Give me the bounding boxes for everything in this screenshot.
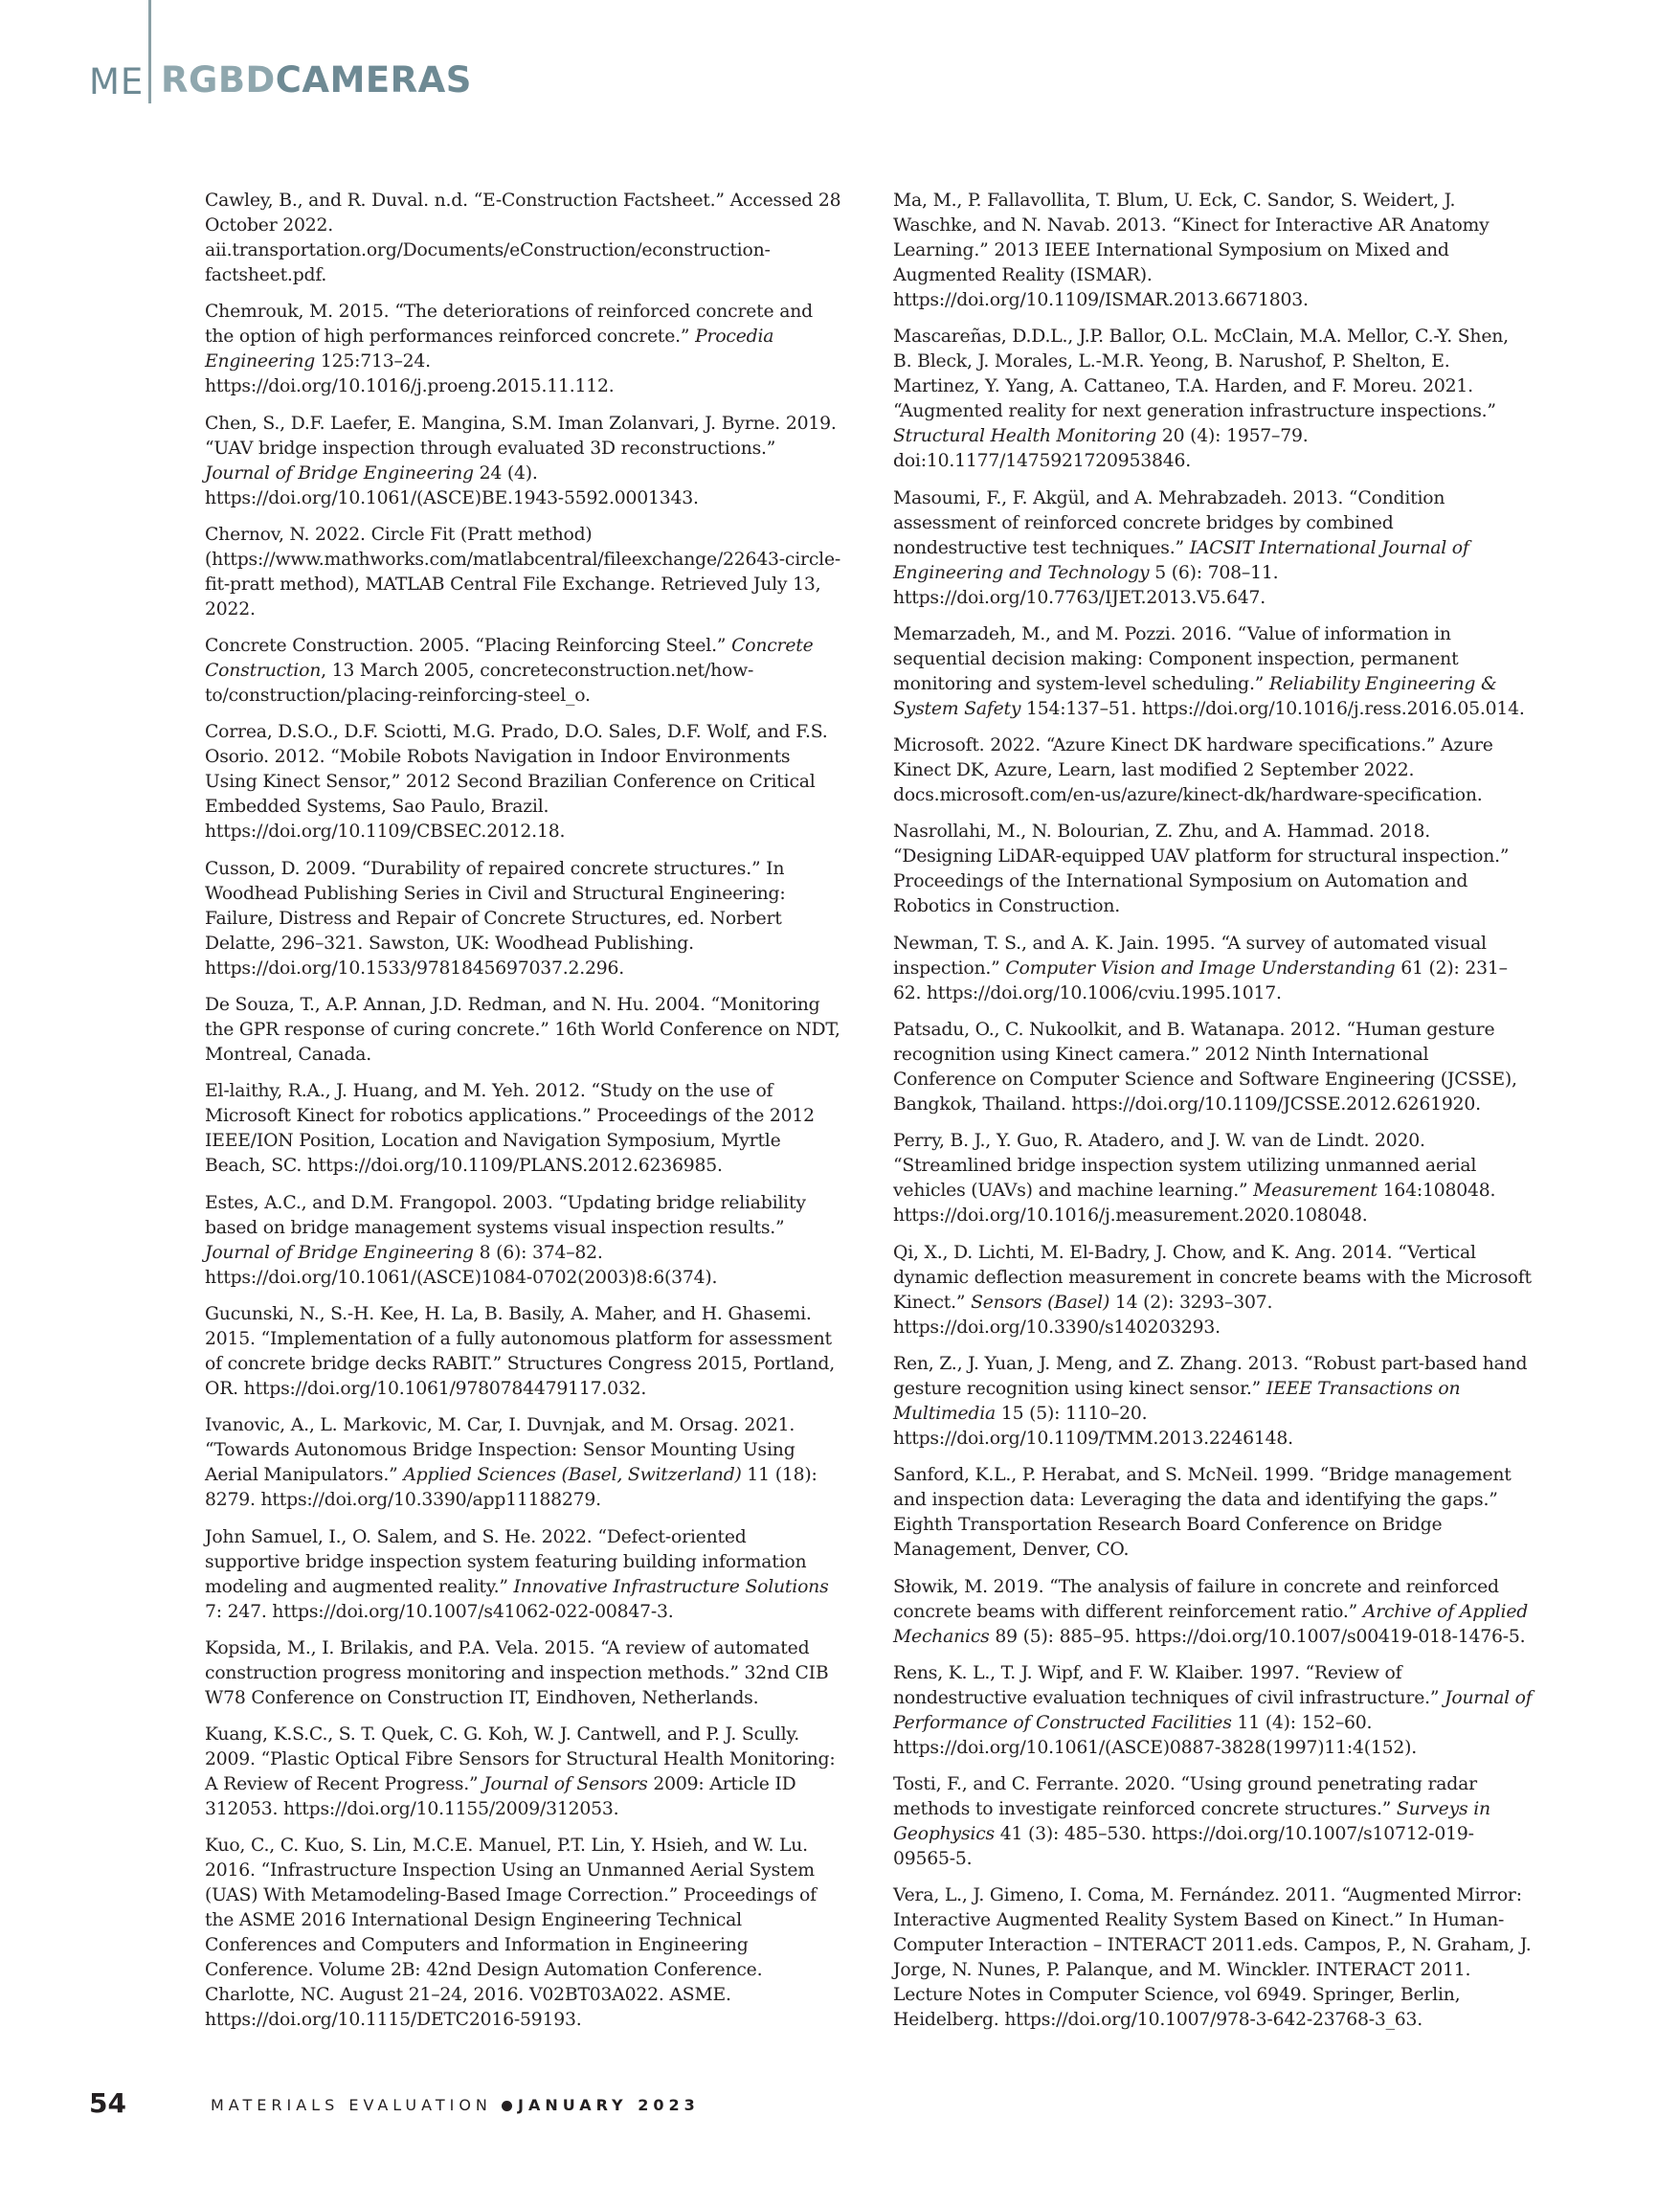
reference-entry (205, 857, 844, 981)
reference-text: Concrete Construction. 2005. “Placing Reinforcing Steel.” (205, 636, 732, 657)
reference-text: 7: 247. https://doi.org/10.1007/s41062-022-00847-3. (205, 1601, 674, 1622)
reference-journal-title: Measurement (1253, 1181, 1378, 1202)
reference-text: Memarzadeh, M., and M. Pozzi. 2016. “Value of information in sequential decision making: Component inspection, permanent monitoring and system-level scheduling.” (893, 623, 1459, 694)
reference-text: 11 (18): 8279. https://doi.org/10.3390/app11188279. (205, 1465, 818, 1511)
reference-journal-title: Sensors (Basel) (971, 1292, 1110, 1313)
reference-text: Patsadu, O., C. Nukoolkit, and B. Watanapa. 2012. “Human gesture recognition using Kinect camera.” 2012 Ninth International Conference on Computer Science and Software Engineering (JCSSE), Bangkok, Thailand. https://doi.org/10.1109/JCSSE.2012.6261920. (893, 1020, 1517, 1115)
section-title-light: RGBD (161, 59, 276, 101)
reference-entry (893, 1575, 1533, 1650)
reference-entry (893, 1241, 1533, 1340)
reference-text: Ren, Z., J. Yuan, J. Meng, and Z. Zhang. 2013. “Robust part-based hand gesture recognition using kinect sensor.” (893, 1353, 1528, 1399)
reference-journal-title: IACSIT International Journal of Engineering and Technology (893, 537, 1469, 583)
reference-entry (205, 720, 844, 845)
reference-text: De Souza, T., A.P. Annan, J.D. Redman, and N. Hu. 2004. “Monitoring the GPR response of curing concrete.” 16th World Conference on NDT, Montreal, Canada. (205, 995, 840, 1066)
reference-entry (205, 523, 844, 622)
reference-entry (893, 820, 1533, 919)
reference-text: Chernov, N. 2022. Circle Fit (Pratt method) (https://www.mathworks.com/matlabcentral/fileexchange/22643-circle-fit-pratt method), MATLAB Central File Exchange. Retrieved July 13, 2022. (205, 524, 840, 619)
reference-entry (893, 1463, 1533, 1563)
reference-text: 61 (2): 231–62. https://doi.org/10.1006/cviu.1995.1017. (893, 957, 1508, 1003)
page-footer (0, 2087, 1680, 2135)
reference-journal-title: Concrete Construction (205, 636, 814, 682)
reference-text: 15 (5): 1110–20. https://doi.org/10.1109/TMM.2013.2246148. (893, 1403, 1293, 1449)
reference-entry (205, 1413, 844, 1513)
section-label: ME (89, 61, 145, 102)
running-footer (211, 2096, 700, 2114)
reference-entry (205, 1079, 844, 1179)
reference-text: 14 (2): 3293–307. https://doi.org/10.3390/s140203293. (893, 1292, 1273, 1338)
reference-text: Chemrouk, M. 2015. “The deteriorations of reinforced concrete and the option of high performances reinforced concrete.” (205, 302, 813, 348)
reference-entry (205, 189, 844, 288)
reference-text: 24 (4). https://doi.org/10.1061/(ASCE)BE.1943-5592.0001343. (205, 462, 699, 508)
reference-entry (205, 1636, 844, 1711)
reference-text: 20 (4): 1957–79. doi:10.1177/1475921720953846. (893, 426, 1309, 472)
reference-entry (893, 1661, 1533, 1761)
issue-date: JANUARY 2023 (517, 2096, 700, 2114)
reference-text: 5 (6): 708–11. https://doi.org/10.7763/IJET.2013.V5.647. (893, 562, 1279, 608)
reference-text: Nasrollahi, M., N. Bolourian, Z. Zhu, and A. Hammad. 2018. “Designing LiDAR-equipped UAV platform for structural inspection.” Proceedings of the International Symposium on Automation and Robotics in Construction. (893, 822, 1510, 917)
reference-text: Ivanovic, A., L. Markovic, M. Car, I. Duvnjak, and M. Orsag. 2021. “Towards Autonomous Bridge Inspection: Sensor Mounting Using Aerial Manipulators.” (205, 1415, 795, 1486)
reference-entry (205, 993, 844, 1068)
reference-text: Microsoft. 2022. “Azure Kinect DK hardware specifications.” Azure Kinect DK, Azure, Learn, last modified 2 September 2022. docs.microsoft.com/en-us/azure/kinect-dk/hardware-specification. (893, 735, 1493, 806)
reference-journal-title: Procedia Engineering (205, 327, 774, 372)
reference-journal-title: Journal of Bridge Engineering (205, 1242, 474, 1263)
reference-entry (893, 1772, 1533, 1872)
journal-name: MATERIALS EVALUATION (211, 2096, 492, 2114)
reference-journal-title: Archive of Applied Mechanics (893, 1601, 1529, 1647)
references-column-left (205, 189, 844, 2045)
reference-entry (205, 300, 844, 399)
reference-text: Tosti, F., and C. Ferrante. 2020. “Using ground penetrating radar methods to investigate reinforced concrete structures.” (893, 1774, 1477, 1820)
reference-journal-title: IEEE Transactions on Multimedia (893, 1378, 1461, 1424)
reference-entry (893, 1883, 1533, 2033)
reference-text: Kuo, C., C. Kuo, S. Lin, M.C.E. Manuel, P.T. Lin, Y. Hsieh, and W. Lu. 2016. “Infrastructure Inspection Using an Unmanned Aerial System (UAS) With Metamodeling-Based Image Correction.” Proceedings of the ASME 2016 International Design Engineering Technical Conferences and Computers and Information in Engineering Conference. Volume 2B: 42nd Design Automation Conference. Charlotte, NC. August 21–24, 2016. V02BT03A022. ASME. https://doi.org/10.1115/DETC2016-59193. (205, 1836, 817, 2031)
reference-entry (205, 1302, 844, 1402)
reference-entry (205, 1723, 844, 1822)
reference-text: 2009: Article ID 312053. https://doi.org/10.1155/2009/312053. (205, 1774, 796, 1820)
reference-entry (893, 325, 1533, 474)
reference-journal-title: Surveys in Geophysics (893, 1799, 1490, 1845)
reference-text: Ma, M., P. Fallavollita, T. Blum, U. Eck, C. Sandor, S. Weidert, J. Waschke, and N. Navab. 2013. “Kinect for Interactive AR Anatomy Learning.” 2013 IEEE International Symposium on Mixed and Augmented Reality (ISMAR). https://doi.org/10.1109/ISMAR.2013.6671803. (893, 191, 1490, 310)
reference-text: Cawley, B., and R. Duval. n.d. “E-Construction Factsheet.” Accessed 28 October 2022. aii.transportation.org/Documents/eConstruction/econstruction-factsheet.pdf. (205, 191, 841, 285)
section-title (161, 59, 472, 101)
reference-text: Gucunski, N., S.-H. Kee, H. La, B. Basily, A. Maher, and H. Ghasemi. 2015. “Implementation of a fully autonomous platform for assessment of concrete bridge decks RABIT.” Structures Congress 2015, Portland, OR. https://doi.org/10.1061/9780784479117.032. (205, 1303, 836, 1399)
reference-entry (893, 486, 1533, 611)
reference-entry (893, 932, 1533, 1006)
reference-text: El-laithy, R.A., J. Huang, and M. Yeh. 2012. “Study on the use of Microsoft Kinect for robotics applications.” Proceedings of the 2012 IEEE/ION Position, Location and Navigation Symposium, Myrtle Beach, SC. https://doi.org/10.1109/PLANS.2012.6236985. (205, 1081, 815, 1177)
reference-text: Kuang, K.S.C., S. T. Quek, C. G. Koh, W. J. Cantwell, and P. J. Scully. 2009. “Plastic Optical Fibre Sensors for Structural Health Monitoring: A Review of Recent Progress.” (205, 1724, 836, 1795)
reference-entry (893, 1018, 1533, 1117)
reference-text: Perry, B. J., Y. Guo, R. Atadero, and J. W. van de Lindt. 2020. “Streamlined bridge inspection system utilizing unmanned aerial vehicles (UAVs) and machine learning.” (893, 1131, 1477, 1202)
reference-entry (893, 733, 1533, 808)
reference-text: 89 (5): 885–95. https://doi.org/10.1007/s00419-018-1476-5. (989, 1626, 1526, 1647)
reference-entry (205, 1191, 844, 1291)
reference-text: 41 (3): 485–530. https://doi.org/10.1007/s10712-019-09565-5. (893, 1824, 1474, 1870)
reference-text: Vera, L., J. Gimeno, I. Coma, M. Fernández. 2011. “Augmented Mirror: Interactive Augmented Reality System Based on Kinect.” In Human-Computer Interaction – INTERACT 2011.eds. Campos, P., N. Graham, J. Jorge, N. Nunes, P. Palanque, and M. Winckler. INTERACT 2011. Lecture Notes in Computer Science, vol 6949. Springer, Berlin, Heidelberg. https://doi.org/10.1007/978-3-642-23768-3_63. (893, 1885, 1532, 2031)
reference-entry (205, 1525, 844, 1625)
reference-text: Masoumi, F., F. Akgül, and A. Mehrabzadeh. 2013. “Condition assessment of reinforced concrete bridges by combined nondestructive test techniques.” (893, 487, 1445, 558)
section-title-bold: CAMERAS (275, 59, 472, 101)
reference-entry (205, 412, 844, 511)
references-column-right (893, 189, 1533, 2045)
reference-text: Qi, X., D. Lichti, M. El-Badry, J. Chow, and K. Ang. 2014. “Vertical dynamic deflection measurement in concrete beams with the Microsoft Kinect.” (893, 1242, 1532, 1313)
reference-entry (893, 189, 1533, 313)
reference-journal-title: Applied Sciences (Basel, Switzerland) (403, 1465, 742, 1486)
header-divider (148, 0, 151, 103)
reference-entry (205, 634, 844, 709)
reference-text: 164:108048. https://doi.org/10.1016/j.measurement.2020.108048. (893, 1181, 1496, 1227)
reference-journal-title: Journal of Bridge Engineering (205, 462, 474, 484)
reference-text: Mascareñas, D.D.L., J.P. Ballor, O.L. McClain, M.A. Mellor, C.-Y. Shen, B. Bleck, J. Morales, L.-M.R. Yeong, B. Narushof, P. Shelton, E. Martinez, Y. Yang, A. Cattaneo, T.A. Harden, and F. Moreu. 2021. “Augmented reality for next generation infrastructure inspections.” (893, 327, 1509, 422)
reference-text: Newman, T. S., and A. K. Jain. 1995. “A survey of automated visual inspection.” (893, 933, 1487, 979)
reference-journal-title: Journal of Sensors (483, 1774, 648, 1795)
reference-text: 8 (6): 374–82. https://doi.org/10.1061/(ASCE)1084-0702(2003)8:6(374). (205, 1242, 718, 1288)
reference-text: Estes, A.C., and D.M. Frangopol. 2003. “Updating bridge reliability based on bridge management systems visual inspection results.” (205, 1192, 806, 1238)
reference-journal-title: Structural Health Monitoring (893, 426, 1157, 447)
reference-text: 154:137–51. https://doi.org/10.1016/j.ress.2016.05.014. (1020, 698, 1525, 719)
bullet-dot (502, 2101, 512, 2111)
reference-text: John Samuel, I., O. Salem, and S. He. 2022. “Defect-oriented supportive bridge inspection system featuring building information modeling and augmented reality.” (205, 1526, 807, 1597)
reference-text: Rens, K. L., T. J. Wipf, and F. W. Klaiber. 1997. “Review of nondestructive evaluation techniques of civil infrastructure.” (893, 1662, 1445, 1708)
page-header (0, 0, 1680, 124)
reference-text: Kopsida, M., I. Brilakis, and P.A. Vela. 2015. “A review of automated construction progress monitoring and inspection methods.” 32nd CIB W78 Conference on Construction IT, Eindhoven, Netherlands. (205, 1637, 829, 1708)
reference-text: 125:713–24. https://doi.org/10.1016/j.proeng.2015.11.112. (205, 351, 615, 397)
reference-text: , 13 March 2005, concreteconstruction.net/how-to/construction/placing-reinforcing-steel_o. (205, 661, 754, 707)
reference-text: Sanford, K.L., P. Herabat, and S. McNeil. 1999. “Bridge management and inspection data: Leveraging the data and identifying the gaps.” Eighth Transportation Research Board Conference on Bridge Management, Denver, CO. (893, 1465, 1512, 1561)
reference-entry (893, 1352, 1533, 1452)
reference-entry (893, 622, 1533, 722)
reference-entry (893, 1129, 1533, 1228)
reference-journal-title: Journal of Performance of Constructed Facilities (893, 1687, 1533, 1733)
reference-journal-title: Computer Vision and Image Understanding (1005, 957, 1396, 979)
reference-journal-title: Innovative Infrastructure Solutions (513, 1576, 829, 1597)
reference-entry (205, 1834, 844, 2033)
reference-text: Correa, D.S.O., D.F. Sciotti, M.G. Prado, D.O. Sales, D.F. Wolf, and F.S. Osorio. 2012. “Mobile Robots Navigation in Indoor Environments Using Kinect Sensor,” 2012 Second Brazilian Conference on Critical Embedded Systems, Sao Paulo, Brazil. https://doi.org/10.1109/CBSEC.2012.18. (205, 722, 828, 843)
page-number: 54 (89, 2087, 126, 2119)
reference-text: Cusson, D. 2009. “Durability of repaired concrete structures.” In Woodhead Publishing Series in Civil and Structural Engineering: Failure, Distress and Repair of Concrete Structures, ed. Norbert Delatte, 296–321. Sawston, UK: Woodhead Publishing. https://doi.org/10.1533/9781845697037.2.296. (205, 858, 786, 979)
reference-journal-title: Reliability Engineering & System Safety (893, 673, 1497, 719)
reference-text: Chen, S., D.F. Laefer, E. Mangina, S.M. Iman Zolanvari, J. Byrne. 2019. “UAV bridge inspection through evaluated 3D reconstructions.” (205, 413, 837, 459)
reference-text: 11 (4): 152–60. https://doi.org/10.1061/(ASCE)0887-3828(1997)11:4(152). (893, 1712, 1417, 1758)
reference-text: Słowik, M. 2019. “The analysis of failure in concrete and reinforced concrete beams with different reinforcement ratio.” (893, 1576, 1499, 1622)
